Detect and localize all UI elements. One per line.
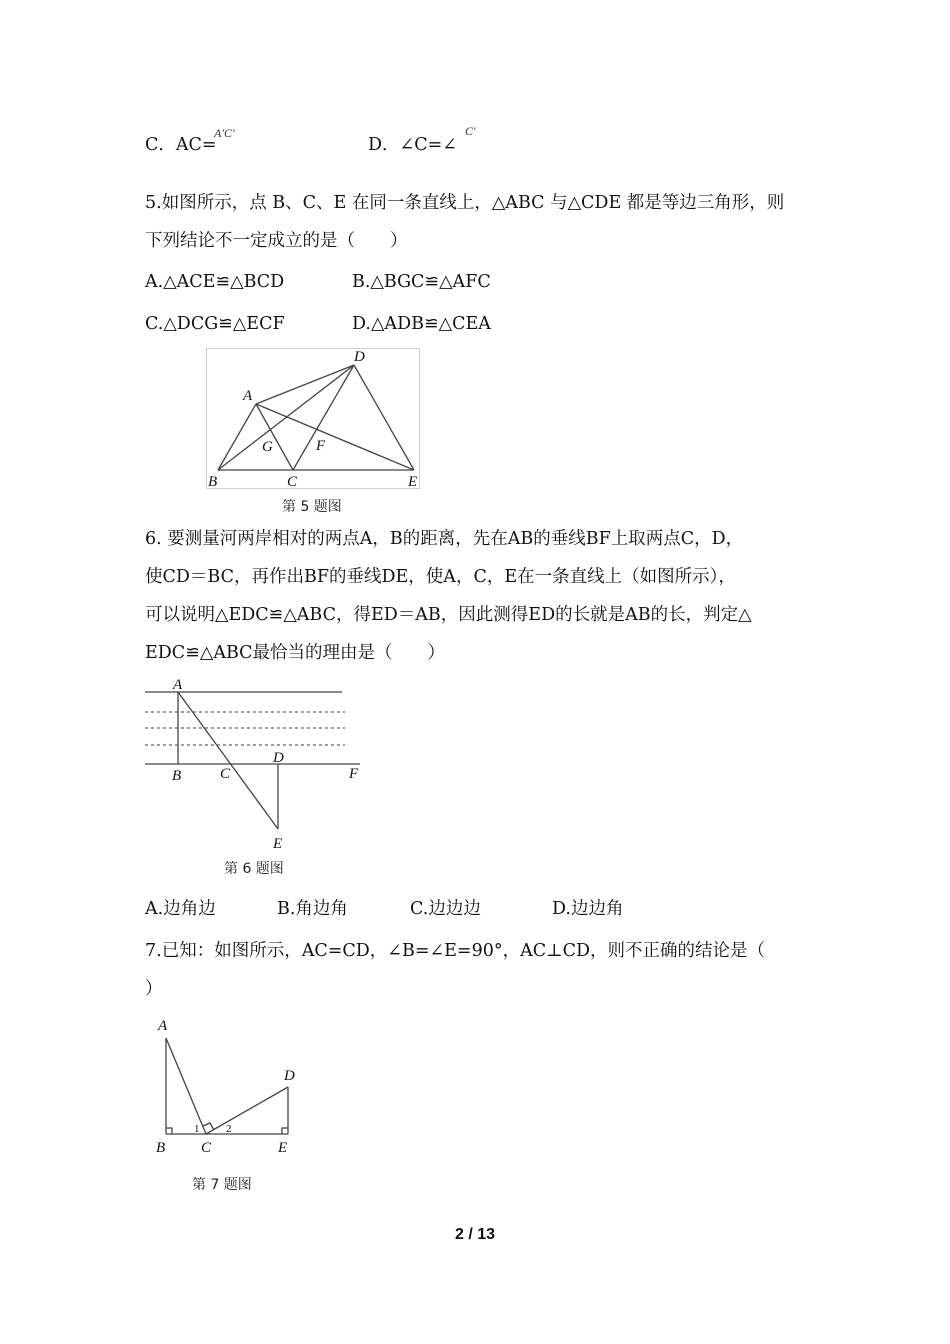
q5-option-d: D.△ADB≌△CEA (352, 314, 491, 334)
q7-label-d: D (284, 1068, 295, 1084)
q6-option-a: A.边角边 (145, 899, 216, 919)
q6-text-line1: 6. 要测量河两岸相对的两点A，B的距离，先在AB的垂线BF上取两点C，D， (145, 529, 744, 549)
q4-option-c-sup: A′C′ (214, 126, 235, 140)
q5-option-b: B.△BGC≌△AFC (352, 272, 491, 292)
q6-text-line2: 使CD＝BC，再作出BF的垂线DE，使A，C，E在一条直线上（如图所示）， (145, 567, 736, 587)
q7-angle-2: 2 (226, 1123, 232, 1135)
q6-option-d: D.边边角 (552, 899, 624, 919)
q4-option-c: C．AC= (145, 135, 217, 155)
q5-label-a: A (243, 388, 253, 404)
q6-label-b: B (172, 768, 182, 784)
q5-label-b: B (208, 474, 218, 490)
page-number: 2 / 13 (454, 1226, 496, 1243)
q5-figure (206, 348, 421, 490)
q4-option-d: D．∠C=∠ (368, 135, 457, 155)
q7-text-line1: 7.已知：如图所示，AC=CD，∠B=∠E=90°，AC⊥CD，则不正确的结论是（ (145, 941, 766, 961)
q5-figure-caption: 第 5 题图 (282, 499, 342, 515)
q5-label-f: F (316, 438, 326, 454)
q7-label-e: E (278, 1140, 288, 1156)
q6-figure-caption: 第 6 题图 (224, 861, 284, 877)
q4-option-d-sup: C′ (465, 124, 476, 138)
q7-label-c: C (201, 1140, 212, 1156)
q6-label-e: E (273, 836, 283, 852)
q7-figure (152, 1012, 307, 1160)
q5-label-e: E (408, 474, 418, 490)
q7-text-line2: ） (145, 979, 163, 999)
q6-text-line3: 可以说明△EDC≌△ABC，得ED＝AB，因此测得ED的长就是AB的长，判定△ (145, 605, 752, 625)
q7-label-a: A (158, 1018, 168, 1034)
q6-label-f: F (349, 766, 359, 782)
q6-option-b: B.角边角 (277, 899, 348, 919)
q5-option-c: C.△DCG≌△ECF (145, 314, 285, 334)
q5-text-line2: 下列结论不一定成立的是（ ） (145, 231, 408, 251)
q6-figure (140, 674, 365, 854)
q6-label-a: A (173, 677, 183, 693)
q7-angle-1: 1 (194, 1123, 200, 1135)
q7-label-b: B (156, 1140, 166, 1156)
q5-text-line1: 5.如图所示，点 B、C、E 在同一条直线上，△ABC 与△CDE 都是等边三角形，则 (145, 193, 785, 213)
q5-option-a: A.△ACE≌△BCD (145, 272, 285, 292)
q6-label-c: C (220, 766, 231, 782)
q7-figure-caption: 第 7 题图 (192, 1177, 252, 1193)
q6-text-line4: EDC≌△ABC最恰当的理由是（ ） (145, 643, 446, 663)
q5-label-c: C (287, 474, 298, 490)
q5-label-d: D (354, 349, 365, 365)
q6-option-c: C.边边边 (410, 899, 481, 919)
q6-label-d: D (273, 750, 284, 766)
q5-label-g: G (262, 439, 273, 455)
